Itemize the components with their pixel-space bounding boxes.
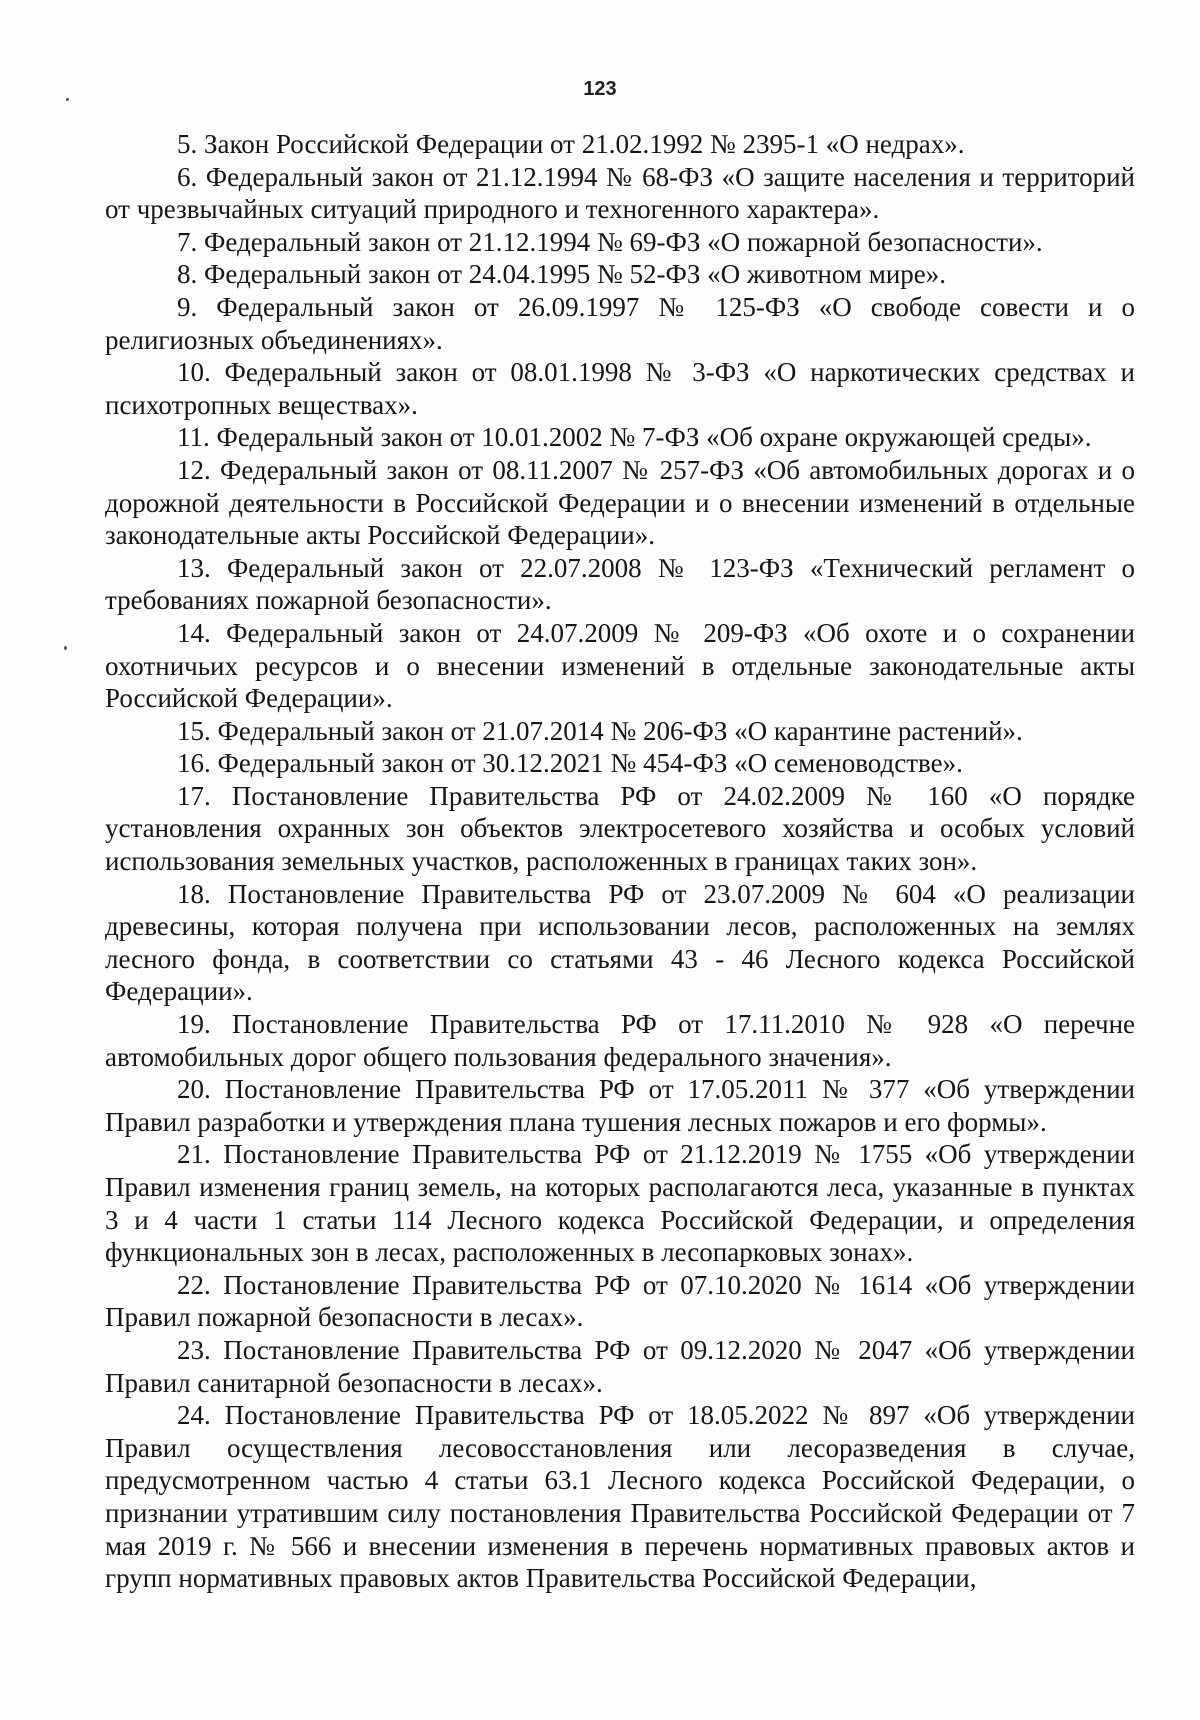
list-item: 19. Постановление Правительства РФ от 17.11.2010 № 928 «О перечне автомобильных дорог общего пользования федерального значения». xyxy=(105,1009,1135,1072)
list-item: 17. Постановление Правительства РФ от 24.02.2009 № 160 «О порядке установления охранных зон объектов электросетевого хозяйства и особых условий использования земельных участков, расположенных в границах таких зон». xyxy=(105,780,1135,877)
list-item: 11. Федеральный закон от 10.01.2002 № 7-ФЗ «Об охране окружающей среды». xyxy=(177,422,1092,453)
scan-speck xyxy=(64,646,67,650)
page-number: 123 xyxy=(583,78,617,100)
list-item: 23. Постановление Правительства РФ от 09.12.2020 № 2047 «Об утверждении Правил санитарной безопасности в лесах». xyxy=(105,1334,1135,1398)
list-item: 12. Федеральный закон от 08.11.2007 № 257-ФЗ «Об автомобильных дорогах и о дорожной деятельности в Российской Федерации и о внесении изменений в отдельные законодательные акты Российской Федерации». xyxy=(105,454,1135,551)
list-item: 22. Постановление Правительства РФ от 07.10.2020 № 1614 «Об утверждении Правил пожарной безопасности в лесах». xyxy=(105,1269,1135,1333)
list-item: 7. Федеральный закон от 21.12.1994 № 69-ФЗ «О пожарной безопасности». xyxy=(177,226,1043,257)
list-item: 13. Федеральный закон от 22.07.2008 № 123-ФЗ «Технический регламент о требованиях пожарной безопасности». xyxy=(105,552,1135,616)
list-item: 14. Федеральный закон от 24.07.2009 № 209-ФЗ «Об охоте и о сохранении охотничьих ресурсов и о внесении изменений в отдельные законодательные акты Российской Федерации». xyxy=(105,617,1135,714)
list-item: 10. Федеральный закон от 08.01.1998 № 3-ФЗ «О наркотических средствах и психотропных веществах». xyxy=(105,357,1135,420)
list-item: 18. Постановление Правительства РФ от 23.07.2009 № 604 «О реализации древесины, которая получена при использовании лесов, расположенных на землях лесного фонда, в соответствии со статьями 43 - 46 Лесного кодекса Российской Федерации». xyxy=(105,878,1135,1007)
list-item: 21. Постановление Правительства РФ от 21.12.2019 № 1755 «Об утверждении Правил изменения границ земель, на которых располагаются леса, указанные в пунктах 3 и 4 части 1 статьи 114 Лесного кодекса Российской Федерации, и определения функциональных зон в лесах, расположенных в лесопарковых зонах». xyxy=(105,1139,1135,1268)
list-item: 15. Федеральный закон от 21.07.2014 № 206-ФЗ «О карантине растений». xyxy=(177,715,1023,746)
legal-acts-list xyxy=(105,128,1135,1595)
list-item: 5. Закон Российской Федерации от 21.02.1992 № 2395-1 «О недрах». xyxy=(177,129,965,159)
list-item: 8. Федеральный закон от 24.04.1995 № 52-ФЗ «О животном мире». xyxy=(177,259,947,290)
list-item: 9. Федеральный закон от 26.09.1997 № 125-ФЗ «О свободе совести и о религиозных объединениях». xyxy=(105,291,1135,355)
list-item: 20. Постановление Правительства РФ от 17.05.2011 № 377 «Об утверждении Правил разработки и утверждения плана тушения лесных пожаров и его формы». xyxy=(105,1074,1135,1137)
list-item: 6. Федеральный закон от 21.12.1994 № 68-ФЗ «О защите населения и территорий от чрезвычайных ситуаций природного и техногенного характера». xyxy=(105,161,1135,225)
list-item: 16. Федеральный закон от 30.12.2021 № 454-ФЗ «О семеноводстве». xyxy=(177,748,963,779)
list-item: 24. Постановление Правительства РФ от 18.05.2022 № 897 «Об утверждении Правил осуществления лесовосстановления или лесоразведения в случае, предусмотренном частью 4 статьи 63.1 Лесного кодекса Российской Федерации, о признании утратившим силу постановления Правительства Российской Федерации от 7 мая 2019 г. № 566 и внесении изменения в перечень нормативных правовых актов и групп нормативных правовых актов Правительства Российской Федерации, xyxy=(105,1400,1135,1594)
